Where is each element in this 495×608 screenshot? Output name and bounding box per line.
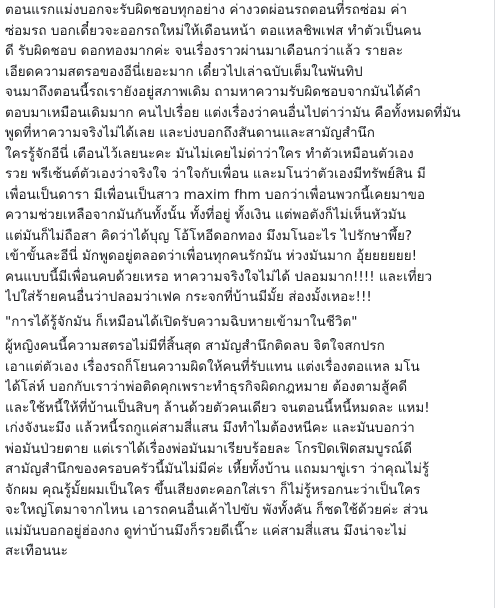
text-line: แม่มันบอกอยู่ฮ่องกง ดูท่าบ้านมึงก็รวยดีเนี๊าะ แค่สามสี่แสน มึงน่าจะไม่ [5,522,407,539]
text-line: และใช้หนี้ให้ที่บ้านเป็นสิบๆ ล้านด้วยตัวคนเดียว จนตอนนี้หนี้หมดละ แหม! [5,399,430,416]
text-line: ตอบมาเหมือนเดิมมาก คนไปเรื่อย แต่งเรื่องว่าคนอื่นไปต่าว่ามัน คือทั้งหมดที่มัน [5,104,461,121]
quote-line: "การได้รู้จักมัน ก็เหมือนได้เปิดรับความฉิบหายเข้ามาในชีวิต" [5,313,358,330]
text-line: ผู้หญิงคนนี้ความสตรอไม่มีที่สิ้นสุด สามัญสำนึกติดลบ จิตใจสกปรก [5,338,385,354]
text-line: เก่งจังนะมึง แล้วหนี้รถกูแค่สามสี่แสน มึงทำไมต้องหนีคะ และมันบอกว่า [5,420,415,436]
text-line: พ่อมันป่วยตาย แต่เราได้เรื่องพ่อมันมาเรียบร้อยละ โกรปิดเฟิดสมบูรณ์ดี [5,440,413,457]
text-line: ตอนแรกแม่งบอกจะรับผิดชอบทุกอย่าง ค่างวดผ่อนรถตอนที่รถซ่อม ค่า [5,2,408,18]
text-line: ความช่วยเหลือจากมันกันทั้งนั้น ทั้งที่อยู่ ทั้งเงิน แต่พอตังก็ไม่เห็นหัวมัน [5,207,407,223]
text-line: จักผม คุณรู้มั้ยผมเป็นใคร ขึ้นเสียงตะคอกใส่เรา ก็ไม่รู้หรอกนะว่าเป็นใคร [5,481,421,498]
text-line: ดี รับผิดชอบ ดอกทองมากค่ะ จนเรื่องราวผ่านมาเดือนกว่าแล้ว รายละ [5,43,404,59]
text-line: ไปใส่ร้ายคนอื่นว่าปลอมว่าเฟค กระจกที่บ้านมีมั้ย ส่องมั้งเหอะ!!! [5,289,372,305]
text-line: จะใหญ่โตมาจากไหน เอารถคนอื่นเค้าไปขับ พังทั้งคัน ก็ชดใช้ด้วยค่ะ ส่วน [5,502,428,518]
paragraph-2 [5,312,484,333]
paragraph-1 [5,0,484,308]
text-line: แต่มันก็ไม่ถือสา คิดว่าได้บุญ โอ้โหอีดอกทอง มึงมโนอะไร ไปรักษาพึ้ย? [5,227,413,244]
text-line: ใครรู้จักอีนี่ เตือนไว้เลยนะคะ มันไม่เคยไม่ด่าว่าใคร ทำตัวเหมือนตัวเอง [5,145,414,162]
text-line: คนแบบนี้มีเพื่อนคบด้วยเหรอ หาความจริงใจไม่ได้ ปลอมมาก!!!! และเที่ยว [5,268,433,285]
text-line: รวย พรีเซ้นต์ตัวเองว่าจริงใจ ว่าใจกับเพื่อน และมโนว่าตัวเองมีทรัพย์สิน มี [5,166,426,182]
paragraph-3 [5,336,484,562]
text-line: เอาแต่ตัวเอง เรื่องรถก็โยนความผิดให้คนที่รับแทน แต่งเรื่องตอแหล มโน [5,358,420,375]
text-line: เข้าขั้นละอีนี่ มักพูดอยู่ตลอดว่าเพื่อนทุกคนรักมัน ห่วงมันมาก อุ้ยยยยยย! [5,248,418,264]
text-line: เอียดความสตรอของอีนี่เยอะมาก เดี๋ยวไปเล่าฉบับเต็มในพันทิป [5,63,363,80]
text-line: เพื่อนเป็นดารา มีเพื่อนเป็นสาว maxim fhm บอกว่าเพื่อนพวกนี้เคยมาขอ [5,186,426,203]
text-line: ได้โล่ห์ บอกกับเราว่าพ่อติดคุกเพราะทำธุรกิจผิดกฎหมาย ต้องตามสู้คดี [5,379,408,395]
text-line: สะเทือนนะ [5,543,68,559]
text-line: พูดที่หาความจริงไม่ได้เลย และบ่งบอกถึงสันดานและสามัญสำนึก [5,125,375,141]
text-line: ซ่อมรถ บอกเดี๋ยวจะออกรถใหม่ให้เดือนหน้า ตอแหลชิพเฟส ทำตัวเป็นคน [5,22,422,39]
text-line: สามัญสำนึกของครอบครัวนี้มันไม่มีค่ะ เหี้ยทั้งบ้าน แถมมาขู่เรา ว่าคุณไม่รู้ [5,461,430,477]
text-line: จนมาถึงตอนนี้รถเรายังอยู่สภาพเดิม ถามหาความรับผิดชอบจากมันได้คำ [5,84,421,100]
